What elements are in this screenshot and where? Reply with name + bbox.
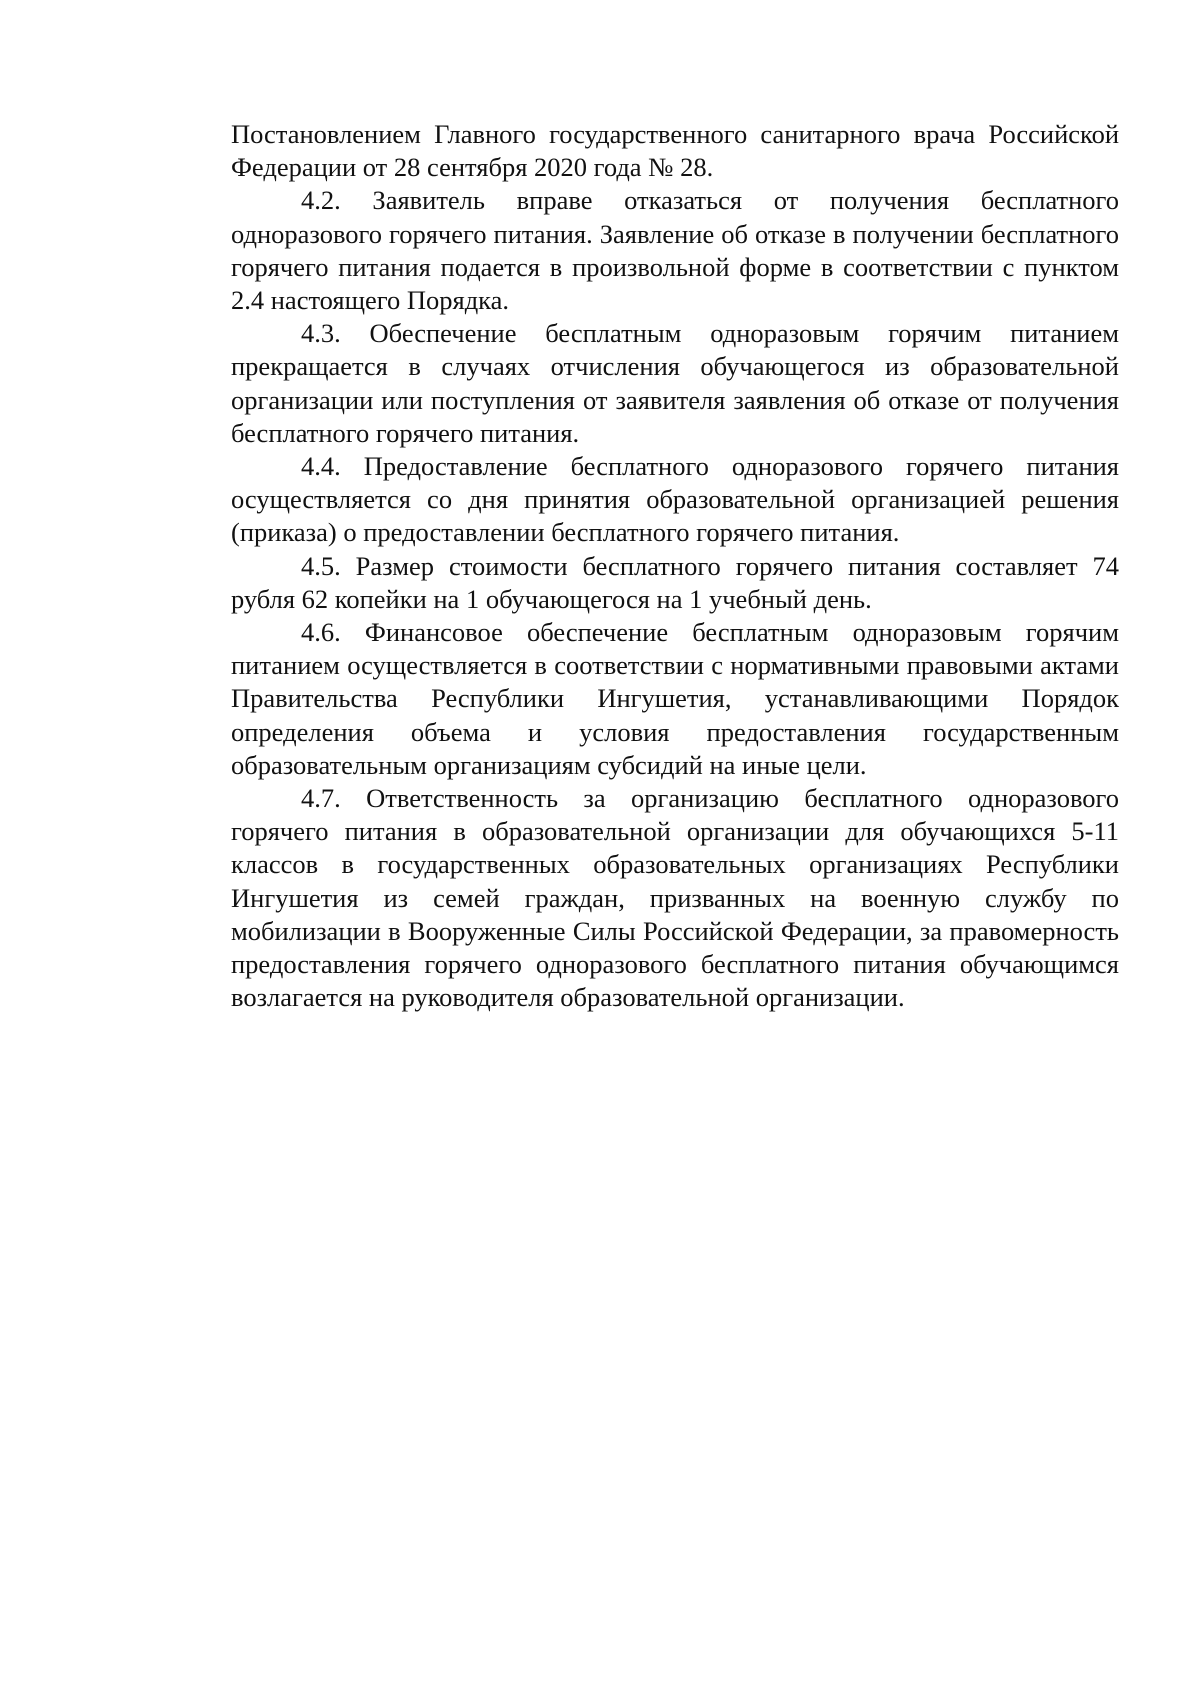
paragraph-4-7: 4.7. Ответственность за организацию бесплатного одноразового горячего питания в образовательной организации для обучающихся 5-11 классов в государственных образовательных организациях Республики Ингушетия из семей граждан, призванных на военную службу по мобилизации в Вооруженные Силы Российской Федерации, за правомерность предоставления горячего одноразового бесплатного питания обучающимся возлагается на руководителя образовательной организации. — [231, 783, 1119, 1013]
paragraph-4-2: 4.2. Заявитель вправе отказаться от получения бесплатного одноразового горячего питания. Заявление об отказе в получении бесплатного горячего питания подается в произвольной форме в соответствии с пунктом 2.4 настоящего Порядка. — [231, 185, 1119, 316]
paragraph-4-3: 4.3. Обеспечение бесплатным одноразовым горячим питанием прекращается в случаях отчисления обучающегося из образовательной организации или поступления от заявителя заявления об отказе от получения бесплатного горячего питания. — [231, 318, 1119, 448]
paragraph-continuation: Постановлением Главного государственного санитарного врача Российской Федерации от 28 сентября 2020 года № 28. — [231, 119, 1119, 183]
paragraph-4-4: 4.4. Предоставление бесплатного одноразового горячего питания осуществляется со дня принятия образовательной организацией решения (приказа) о предоставлении бесплатного горячего питания. — [231, 451, 1119, 548]
document-body — [231, 118, 1119, 1014]
paragraph-4-6: 4.6. Финансовое обеспечение бесплатным одноразовым горячим питанием осуществляется в соответствии с нормативными правовыми актами Правительства Республики Ингушетия, устанавливающими Порядок определения объема и условия предоставления государственным образовательным организациям субсидий на иные цели. — [231, 617, 1119, 780]
paragraph-4-5: 4.5. Размер стоимости бесплатного горячего питания составляет 74 рубля 62 копейки на 1 обучающегося на 1 учебный день. — [231, 550, 1119, 614]
